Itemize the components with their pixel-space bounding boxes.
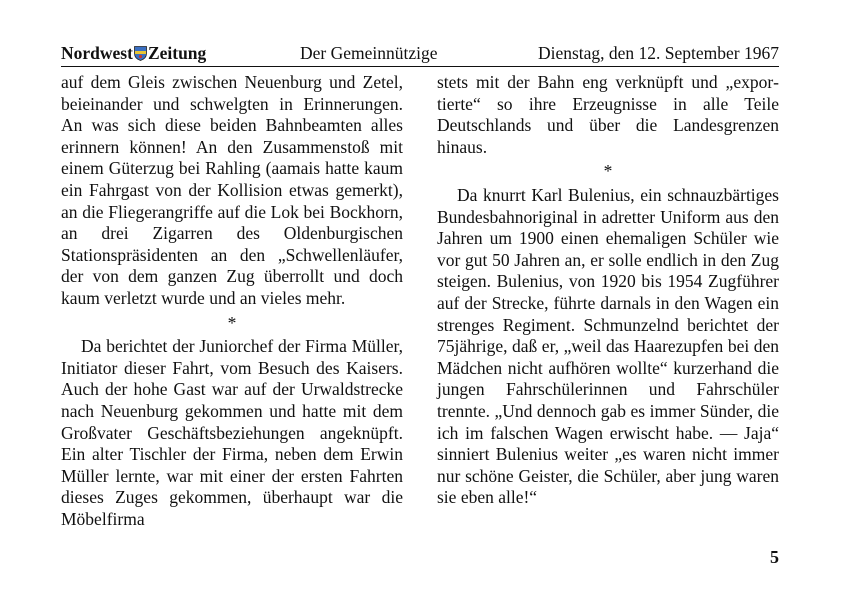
coat-of-arms-icon <box>134 42 147 68</box>
left-section-separator: * <box>227 312 237 333</box>
left-column <box>61 72 403 530</box>
page-header <box>61 40 779 66</box>
supplement-title: Der Gemeinnützige <box>300 43 438 63</box>
right-section-separator: * <box>603 161 613 182</box>
header-rule <box>61 66 779 67</box>
newspaper-name-part1: Nordwest <box>61 43 133 63</box>
right-column <box>437 72 779 509</box>
newspaper-name-part2: Zeitung <box>147 43 207 63</box>
left-paragraph-2: Da berichtet der Juniorchef der Firma Müller, Initiator dieser Fahrt, vom Besuch des Kaisers. Auch der hohe Gast war auf der Urwaldstrecke nach Neuenburg gekommen und hatte mit dem Großvater Geschäftsbeziehungen angeknüpft. Ein alter Tischler der Firma, neben dem Erwin Müller lernte, war mit einer der ersten Fahrten dieses Zuges gekommen, überhaupt war die Möbelfirma <box>61 336 403 529</box>
right-paragraph-1: stets mit der Bahn eng verknüpft und „exportierte“ so ihre Erzeugnisse in alle Teile Deutschlands und über die Landesgrenzen hinaus. <box>437 72 779 157</box>
issue-date: Dienstag, den 12. September 1967 <box>537 43 779 63</box>
page-number: 5 <box>770 547 779 567</box>
newspaper-masthead <box>61 40 206 68</box>
left-paragraph-1: auf dem Gleis zwischen Neuenburg und Zetel, beieinander und schwelgten in Erinnerungen. An was sich diese beiden Bahnbeamten alles erinnern können! An den Zusammenstoß mit einem Güterzug bei Rahling (aamais hatte kaum ein Fahrgast von der Kollision etwas gemerkt), an die Fliegerangriffe auf die Lok bei Bockhorn, an drei Zigarren des Oldenburgischen Stationspräsidenten an den „Schwellenläufer, der von dem ganzen Zug überrollt und doch kaum verletzt wurde und an vieles mehr. <box>61 72 403 308</box>
right-paragraph-2: Da knurrt Karl Bulenius, ein schnauzbärtiges Bundesbahnoriginal in adretter Uniform aus den Jahren um 1900 einen ehemaligen Schüler wie vor gut 50 Jahren an, er solle endlich in den Zug steigen. Bulenius, von 1920 bis 1954 Zugführer auf der Strecke, führte darnals in den Wagen ein strenges Regiment. Schmunzelnd berichtet der 75jährige, daß er, „weil das Haarezupfen bei den Mädchen nicht aufhören wollte“ kurzerhand die jungen Fahrschülerinnen und Fahrschüler trennte. „Und dennoch gab es immer Sünder, die ich im falschen Wagen erwischt habe. — Jaja“ sinniert Bulenius weiter „es waren nicht immer nur schöne Geister, die Schüler, aber jung waren sie eben alle!“ <box>437 184 779 508</box>
